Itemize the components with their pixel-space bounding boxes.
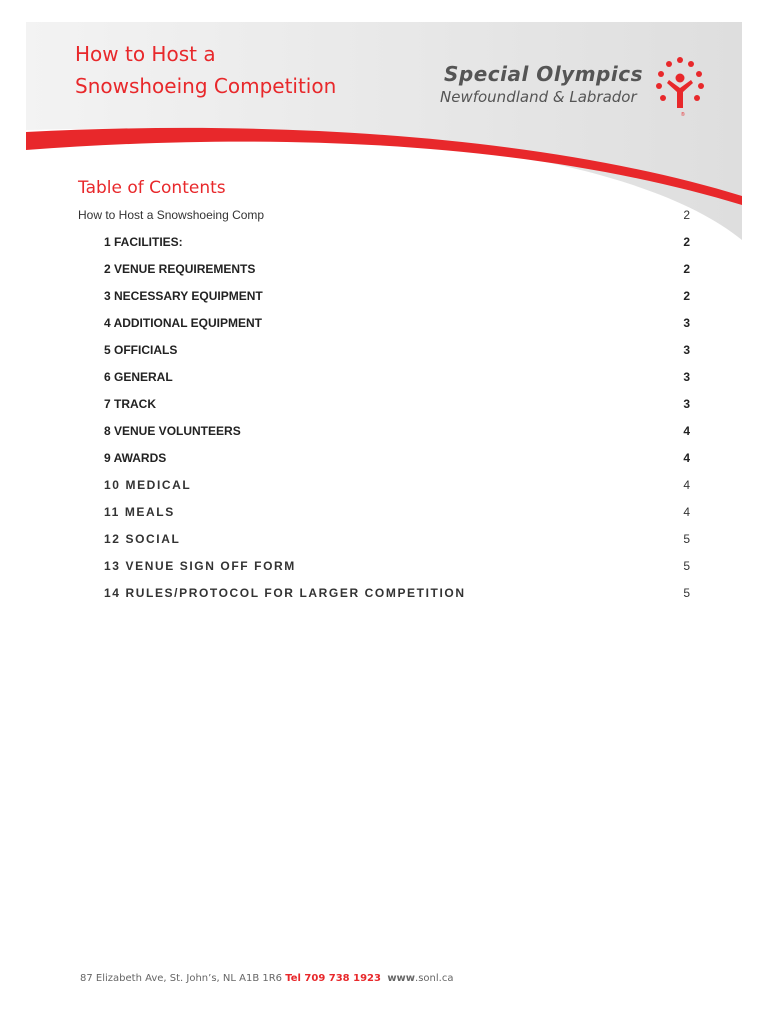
toc-entry[interactable] xyxy=(0,343,770,363)
toc-entry-label: 5 OFFICIALS xyxy=(104,343,178,357)
toc-entry[interactable] xyxy=(0,586,770,606)
toc-entry-label: 10 MEDICAL xyxy=(104,478,192,492)
special-olympics-logo xyxy=(440,58,720,128)
toc-entry[interactable] xyxy=(0,289,770,309)
footer-website-domain[interactable]: .sonl.ca xyxy=(415,973,454,984)
toc-entry-label: 9 AWARDS xyxy=(104,451,167,465)
toc-entry-label: 6 GENERAL xyxy=(104,370,173,384)
toc-entry[interactable] xyxy=(0,424,770,444)
toc-entry-label: 7 TRACK xyxy=(104,397,157,411)
toc-entry-label: How to Host a Snowshoeing Comp xyxy=(78,208,265,222)
toc-entry-page: 3 xyxy=(683,370,690,384)
document-title-line-2: Snowshoeing Competition xyxy=(75,74,337,98)
special-olympics-emblem-icon xyxy=(645,50,715,120)
document-title-line-1: How to Host a xyxy=(75,42,216,66)
toc-entry-page: 4 xyxy=(683,424,690,438)
toc-entry-page: 4 xyxy=(683,505,690,519)
toc-entry[interactable] xyxy=(0,262,770,282)
toc-entry-label: 4 ADDITIONAL EQUIPMENT xyxy=(104,316,263,330)
toc-entry[interactable] xyxy=(0,235,770,255)
toc-entry-label: 3 NECESSARY EQUIPMENT xyxy=(104,289,263,303)
toc-entry[interactable] xyxy=(0,370,770,390)
toc-entry-page: 2 xyxy=(683,208,690,222)
footer-telephone: Tel 709 738 1923 xyxy=(285,973,381,984)
toc-entry-page: 5 xyxy=(683,586,690,600)
toc-entry-page: 3 xyxy=(683,316,690,330)
toc-entry-page: 5 xyxy=(683,532,690,546)
page-footer xyxy=(80,973,453,984)
toc-entry-label: 1 FACILITIES: xyxy=(104,235,183,249)
toc-entry-page: 3 xyxy=(683,343,690,357)
toc-entry-label: 11 MEALS xyxy=(104,505,175,519)
toc-entry[interactable] xyxy=(0,559,770,579)
toc-entry-label: 8 VENUE VOLUNTEERS xyxy=(104,424,241,438)
toc-entry[interactable] xyxy=(0,505,770,525)
toc-entry[interactable] xyxy=(0,532,770,552)
toc-entry-label: 14 RULES/PROTOCOL FOR LARGER COMPETITION xyxy=(104,586,466,600)
toc-entry[interactable] xyxy=(0,316,770,336)
toc-entry-page: 4 xyxy=(683,451,690,465)
logo-subtitle: Newfoundland & Labrador xyxy=(440,88,637,106)
toc-entry-label: 2 VENUE REQUIREMENTS xyxy=(104,262,256,276)
toc-entry-page: 4 xyxy=(683,478,690,492)
toc-entry-page: 5 xyxy=(683,559,690,573)
toc-entry-label: 13 VENUE SIGN OFF FORM xyxy=(104,559,296,573)
toc-entry-page: 2 xyxy=(683,289,690,303)
toc-entry[interactable] xyxy=(0,478,770,498)
footer-address: 87 Elizabeth Ave, St. John’s, NL A1B 1R6 xyxy=(80,973,286,984)
document-title xyxy=(75,38,336,102)
svg-text:®: ® xyxy=(681,112,685,118)
toc-entry-page: 2 xyxy=(683,262,690,276)
toc-entry[interactable] xyxy=(0,451,770,471)
toc-entry-page: 3 xyxy=(683,397,690,411)
logo-wordmark: Special Olympics xyxy=(444,62,643,86)
toc-entry[interactable] xyxy=(0,397,770,417)
toc-heading: Table of Contents xyxy=(78,178,226,198)
toc-entry[interactable] xyxy=(0,208,770,228)
toc-entry-page: 2 xyxy=(683,235,690,249)
footer-website-prefix[interactable]: www xyxy=(387,973,416,984)
toc-entry-label: 12 SOCIAL xyxy=(104,532,181,546)
